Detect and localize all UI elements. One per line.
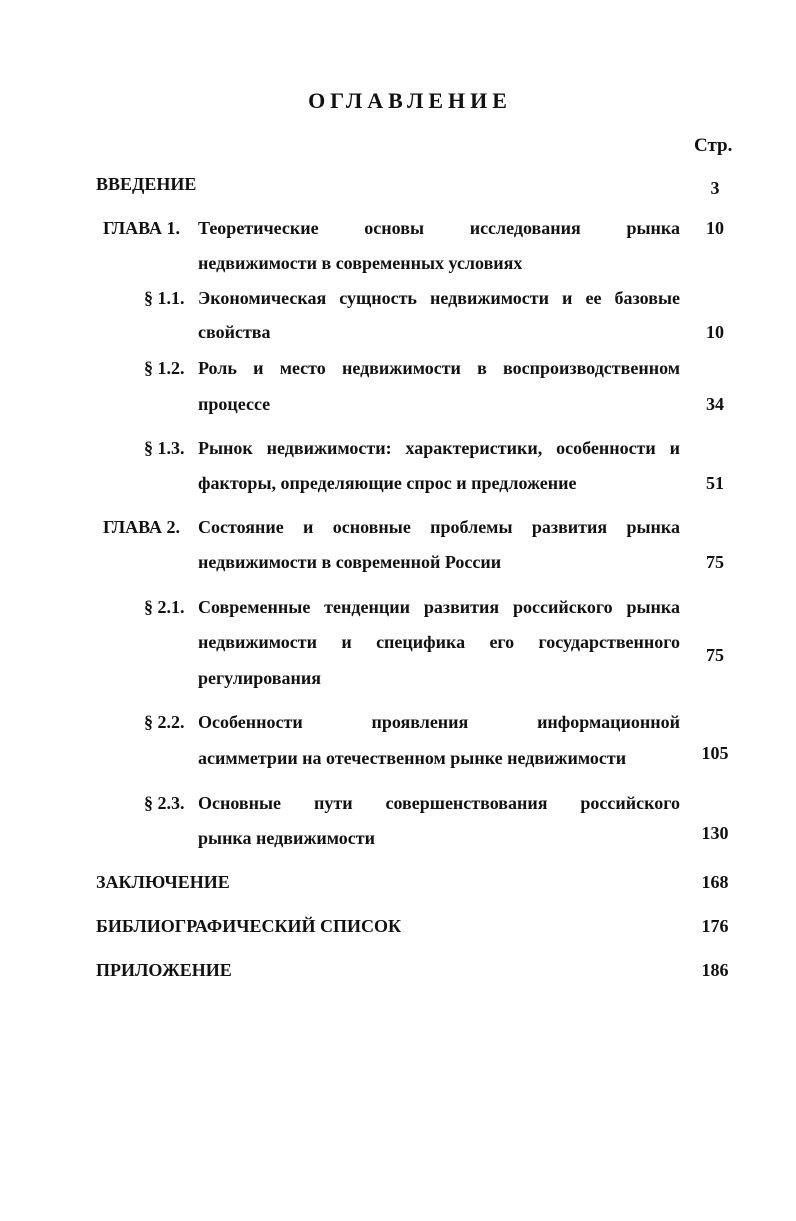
toc-entry-text-line: регулирования	[198, 668, 321, 688]
toc-entry-label: § 1.2.	[144, 358, 185, 378]
toc-entry-text-line: недвижимости и специфика его государственного	[198, 632, 680, 652]
toc-entry-label: ПРИЛОЖЕНИЕ	[96, 960, 232, 980]
toc-entry-page: 168	[701, 872, 729, 892]
toc-entry-label: ГЛАВА 1.	[103, 218, 181, 238]
toc-entry-text-line: недвижимости в современных условиях	[198, 253, 523, 273]
toc-entry-text-line: рынка недвижимости	[198, 828, 376, 848]
toc-entry-label: БИБЛИОГРАФИЧЕСКИЙ СПИСОК	[96, 916, 402, 936]
toc-entry-page: 51	[706, 473, 724, 493]
toc-entry-text-line: Особенности проявления информационной	[198, 712, 680, 732]
toc-entry-text-line: Экономическая сущность недвижимости и ее базовые	[198, 288, 680, 308]
toc-entry-page: 130	[701, 823, 729, 843]
toc-entry-page: 75	[706, 645, 724, 665]
toc-entry-page: 10	[706, 218, 724, 238]
toc-entry-label: § 2.2.	[144, 712, 185, 732]
toc-entry-label: § 1.1.	[144, 288, 185, 308]
toc-entry-page: 186	[701, 960, 729, 980]
toc-entry-text-line: свойства	[198, 322, 271, 342]
toc-entry-text-line: асимметрии на отечественном рынке недвижимости	[198, 748, 627, 768]
toc-entry-text-line: процессе	[198, 394, 271, 414]
toc-entry-text-line: факторы, определяющие спрос и предложение	[198, 473, 577, 493]
toc-entry-label: § 1.3.	[144, 438, 185, 458]
toc-entry-text-line: Теоретические основы исследования рынка	[198, 218, 680, 238]
toc-entry-text-line: Состояние и основные проблемы развития рынка	[198, 517, 680, 537]
toc-entry-text-line: Основные пути совершенствования российского	[198, 793, 680, 813]
toc-entry-page: 3	[710, 178, 720, 198]
toc-entry-label: ВВЕДЕНИЕ	[96, 174, 197, 194]
page-title: ОГЛАВЛЕНИЕ	[308, 88, 512, 113]
toc-entry-label: ЗАКЛЮЧЕНИЕ	[96, 872, 230, 892]
toc-entry-page: 75	[706, 552, 724, 572]
page-column-header: Стр.	[694, 135, 733, 156]
toc-entry-label: § 2.3.	[144, 793, 185, 813]
toc-entry-page: 34	[706, 394, 724, 414]
toc-entry-text-line: Роль и место недвижимости в воспроизводственном	[198, 358, 680, 378]
toc-entry-text-line: Рынок недвижимости: характеристики, особенности и	[198, 438, 680, 458]
toc-entry-page: 176	[701, 916, 729, 936]
toc-entry-text-line: Современные тенденции развития российского рынка	[198, 597, 680, 617]
toc-entry-page: 105	[701, 743, 729, 763]
toc-entry-text-line: недвижимости в современной России	[198, 552, 502, 572]
toc-entry-label: § 2.1.	[144, 597, 185, 617]
toc-entry-page: 10	[706, 322, 724, 342]
toc-entry-label: ГЛАВА 2.	[103, 517, 181, 537]
